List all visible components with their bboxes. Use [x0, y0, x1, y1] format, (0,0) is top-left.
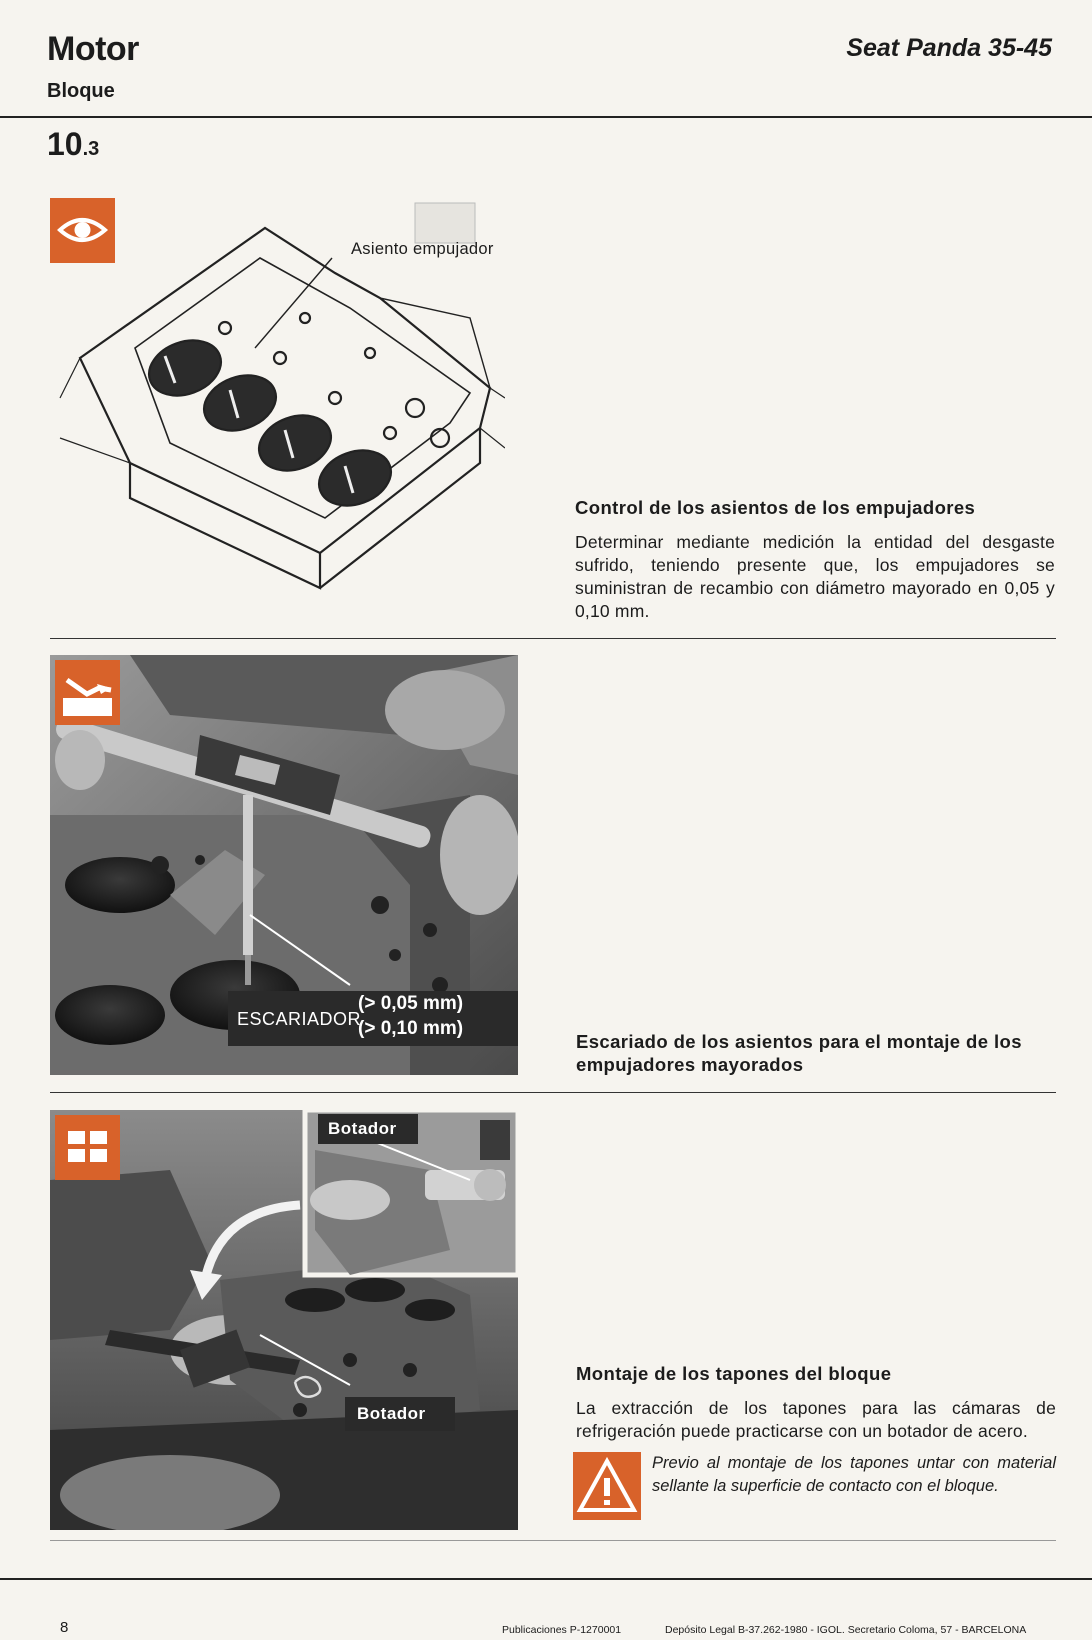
section-divider [50, 638, 1056, 639]
plug-assembly-photo [50, 1110, 518, 1530]
tool-name: ESCARIADOR [237, 1009, 362, 1029]
page-subtitle: Bloque [47, 80, 115, 102]
section1-heading: Control de los asientos de los empujadores [575, 497, 976, 518]
section-divider [50, 1092, 1056, 1093]
section2-heading: Escariado de los asientos para el montaje de los empujadores mayorados [576, 1031, 1022, 1075]
header-divider [0, 116, 1092, 118]
warning-text: Previo al montaje de los tapones untar con material sellante la superficie de contacto con el bloque. [652, 1454, 1056, 1495]
tool-size-1: (> 0,05 mm) [358, 993, 464, 1014]
section3-body: La extracción de los tapones para las cámaras de refrigeración puede practicarse con un botador de acero. [576, 1398, 1056, 1441]
section-number: 10.3 [47, 126, 100, 162]
footer-divider-light [50, 1540, 1056, 1541]
page-title: Motor [47, 30, 139, 68]
escariador-label [228, 991, 518, 1046]
reamer-tool-icon [55, 660, 120, 725]
botador-label-top [318, 1114, 418, 1144]
page-number: 8 [60, 1619, 69, 1636]
label-asiento-empujador: Asiento empujador [351, 240, 494, 258]
eye-icon [50, 198, 115, 263]
botador-label-bottom-text: Botador [357, 1404, 426, 1423]
footer-divider [0, 1578, 1092, 1580]
assembly-icon [55, 1115, 120, 1180]
legal-deposit: Depósito Legal B-37.262-1980 - IGOL. Secretario Coloma, 57 - BARCELONA [665, 1624, 1027, 1636]
tool-size-2: (> 0,10 mm) [358, 1018, 464, 1039]
warning-triangle-icon [573, 1452, 641, 1520]
section1-body: Determinar mediante medición la entidad del desgaste sufrido, teniendo presente que, los empujadores se suministran de recambio con diámetro mayorado en 0,05 y 0,10 mm. [575, 532, 1055, 621]
botador-label-top-text: Botador [328, 1119, 397, 1138]
reaming-photo [50, 655, 518, 1075]
eye-icon-badge [50, 198, 115, 263]
model-title: Seat Panda 35-45 [846, 34, 1052, 62]
publication-number: Publicaciones P-1270001 [502, 1624, 622, 1636]
section3-heading: Montaje de los tapones del bloque [576, 1363, 892, 1384]
botador-label-bottom [345, 1397, 455, 1431]
engine-block-drawing [50, 198, 505, 618]
